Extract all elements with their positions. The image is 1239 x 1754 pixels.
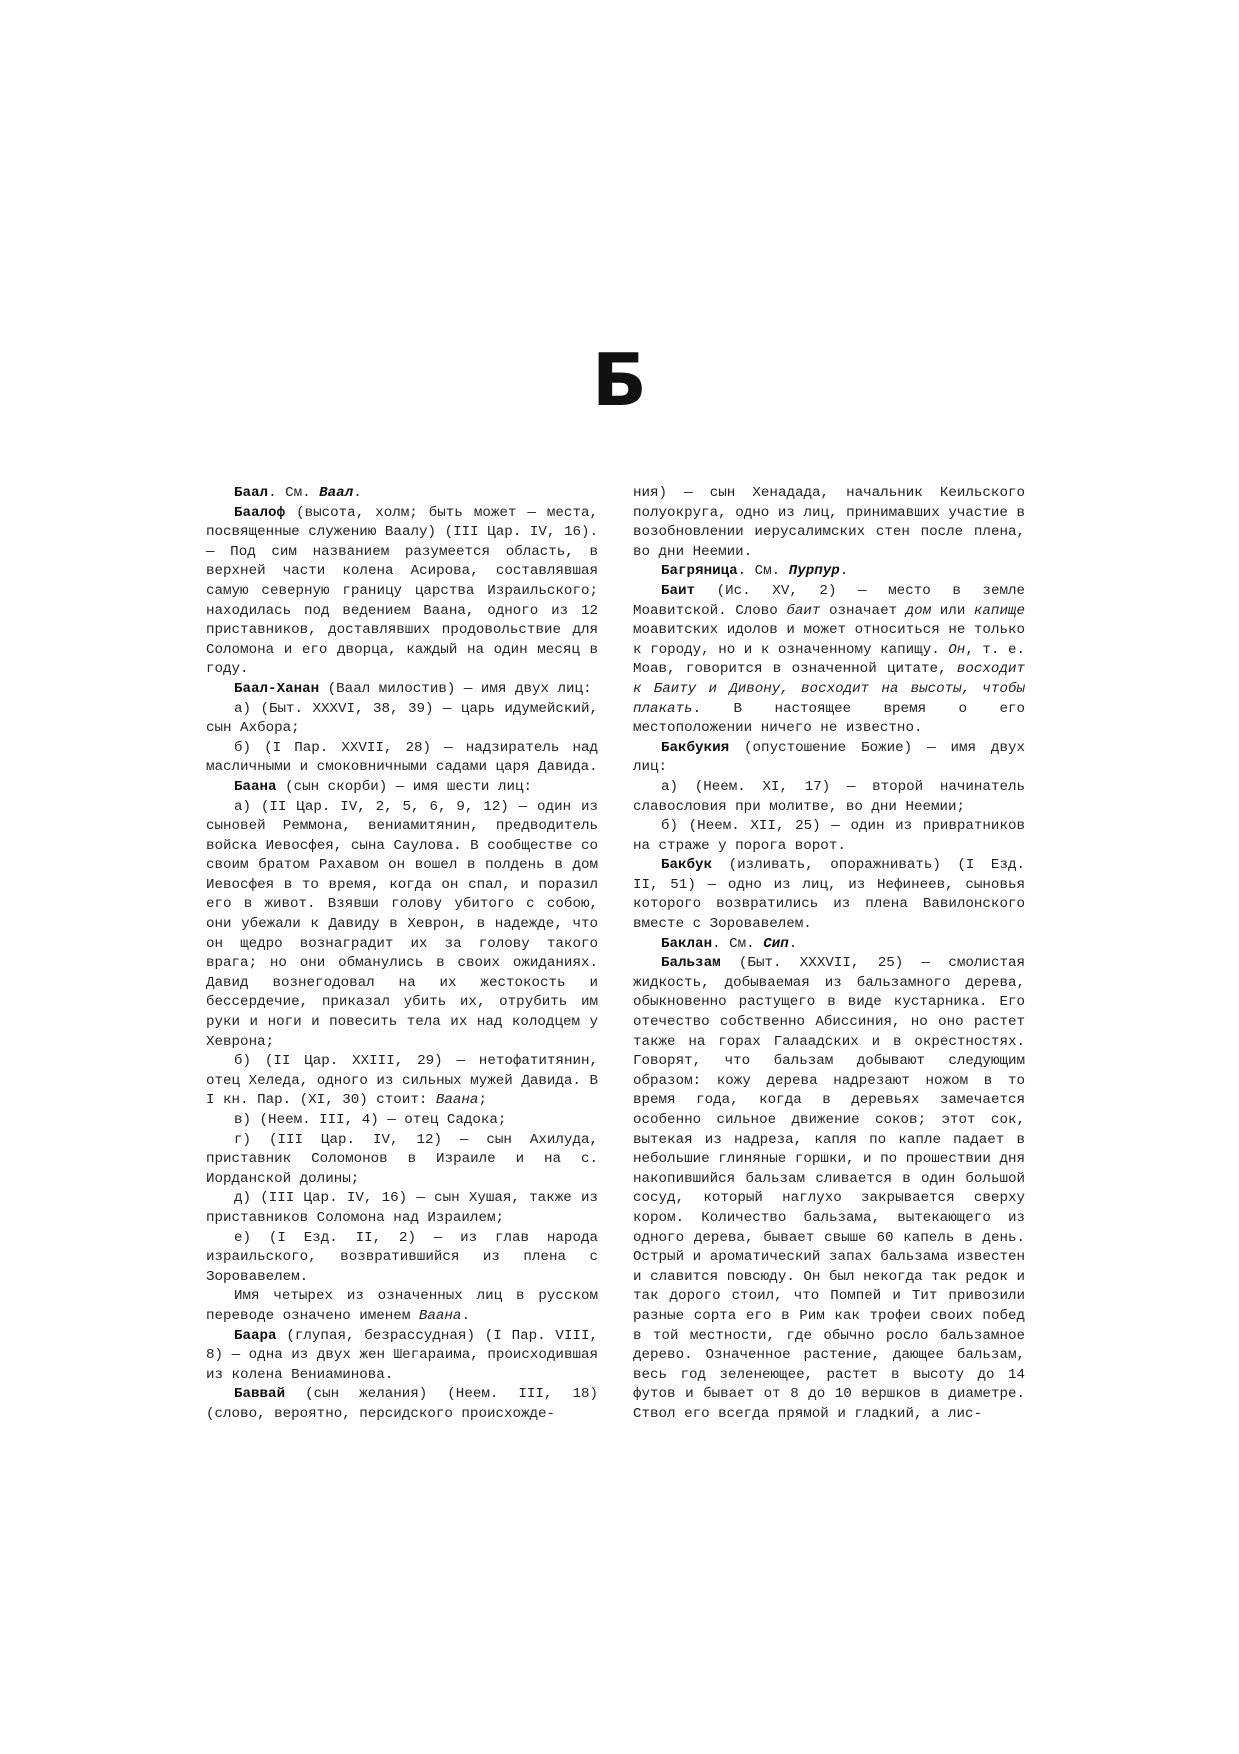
entry-text: моавитских идолов и может относиться не только к городу, но и к означенному капищу. [633, 622, 1025, 658]
entry-text: ; [478, 1092, 487, 1109]
entry-paragraph [206, 700, 598, 739]
entry-text: . См. [737, 563, 789, 580]
dictionary-entry [633, 582, 1025, 739]
entry-paragraph [206, 1229, 598, 1288]
entry-text: е) (I Езд. II, 2) — из глав народа израильского, возвратившийся из плена с Зоровавелем. [206, 1229, 598, 1285]
entry-headword: Баана [234, 778, 277, 795]
entry-text: д) (III Цар. IV, 16) — сын Хушая, также из приставников Соломона над Израилем; [206, 1190, 598, 1226]
entry-paragraph [206, 1287, 598, 1326]
cross-reference: Сип [763, 935, 789, 952]
entry-text: . [788, 935, 798, 952]
entry-paragraph [206, 798, 598, 1053]
entry-text: или [931, 602, 974, 619]
dictionary-entry [633, 954, 1025, 1424]
entry-text: г) (III Цар. IV, 12) — сын Ахилуда, приставник Соломонов в Израиле и на с. Иорданской долины; [206, 1131, 598, 1187]
entry-headword: Баал [234, 485, 269, 501]
right-column [633, 484, 1025, 1425]
entry-headword: Баит [661, 582, 696, 599]
cross-reference: Пурпур [788, 563, 840, 580]
entry-text: (глупая, безрассудная) (I Пар. VIII, 8) — одна из двух жен Шегараима, происходившая из колена Вениаминова. [206, 1327, 598, 1383]
dictionary-entry [206, 1327, 598, 1386]
entry-text: ния) — сын Хенадада, начальник Кеильского полуокруга, одно из лиц, принимавших участие в возобновлении иерусалимских стен после плена, во дни Неемии. [633, 485, 1025, 560]
entry-headword: Баара [234, 1327, 277, 1344]
entry-text: . См. [712, 935, 764, 952]
entry-paragraph [206, 1052, 598, 1111]
italic-term: дом [905, 602, 932, 619]
entry-headword: Бакбук [661, 857, 713, 874]
entry-text: означает [820, 602, 906, 619]
entry-headword: Баал-Ханан [234, 680, 320, 697]
italic-term: Ваана [435, 1092, 479, 1109]
dictionary-entry [206, 504, 598, 680]
entry-text: . В настоящее время о его местоположении ничего не известно. [633, 700, 1025, 737]
entry-text: б) (Неем. XII, 25) — один из привратников на страже у порога ворот. [633, 818, 1025, 854]
entry-headword: Баввай [234, 1386, 286, 1403]
entry-text: . [461, 1307, 470, 1324]
entry-headword: Баклан [661, 935, 713, 952]
dictionary-entry [633, 856, 1025, 934]
dictionary-entry [206, 680, 598, 700]
italic-term: Он [948, 641, 966, 658]
italic-term: баит [786, 602, 821, 619]
dictionary-entry [206, 778, 598, 798]
dictionary-entry [206, 1385, 598, 1424]
entry-paragraph [633, 817, 1025, 856]
entry-paragraph [206, 1189, 598, 1228]
entry-headword: Баалоф [234, 504, 286, 521]
italic-term: восходит к Баиту и Дивону, восходит на высоты, чтобы плакать [633, 661, 1025, 717]
left-column [206, 484, 598, 1425]
entry-text: . [353, 485, 362, 501]
entry-text: (изливать, опоражнивать) (I Езд. II, 51) — одно из лиц, из Нефинеев, сыновья которого возвратились из плена Вавилонского вместе с Зоровавелем. [633, 857, 1025, 933]
entry-text: (сын скорби) — имя шести лиц: [276, 778, 532, 795]
entry-text: . См. [268, 485, 320, 501]
entry-text: (сын желания) (Неем. III, 18) (слово, вероятно, персидского происхожде- [206, 1386, 598, 1422]
entry-paragraph [206, 1131, 598, 1190]
entry-text: б) (I Пар. XXVII, 28) — надзиратель над масличными и смоковничными садами царя Давида. [206, 739, 598, 776]
entry-paragraph [206, 739, 598, 778]
entry-headword: Бальзам [661, 955, 721, 972]
entry-paragraph [633, 778, 1025, 817]
entry-headword: Бакбукия [661, 739, 730, 756]
entry-text: (Ваал милостив) — имя двух лиц: [319, 680, 592, 697]
entry-headword: Багряница [661, 563, 738, 580]
entry-text: а) (Неем. XI, 17) — второй начинатель славословия при молитве, во дни Неемии; [633, 778, 1025, 815]
entry-text: (Ис. XV, 2) — место в земле Моавитской. Слово [633, 582, 1025, 619]
dictionary-entry [633, 739, 1025, 778]
entry-text: (высота, холм; быть может — места, посвященные служению Ваалу) (III Цар. IV, 16). — Под сим названием разумеется область, в верхней части колена Асирова, составлявшая самую северную границу царства Израильского; находилась под ведением Ваана, одного из 12 приставников, доставлявших продовольствие для Соломона и его дворца, каждый на один месяц в году. [206, 504, 598, 678]
entry-text: Имя четырех из означенных лиц в русском переводе означено именем [206, 1288, 598, 1324]
entry-text: а) (Быт. XXXVI, 38, 39) — царь идумейский, сын Ахбора; [206, 700, 598, 737]
entry-text: (опустошение Божие) — имя двух лиц: [633, 739, 1025, 776]
italic-term: Ваана [418, 1307, 462, 1324]
entry-text: б) (II Цар. XXIII, 29) — нетофатитянин, отец Хеледа, одного из сильных мужей Давида. В I кн. Пар. (XI, 30) стоит: [206, 1053, 598, 1109]
dictionary-entry [633, 562, 1025, 582]
entry-text: (Быт. XXXVII, 25) — смолистая жидкость, добываемая из бальзамного дерева, обыкновенно растущего в виде кустарника. Его отечество собственно Абиссиния, но оно растет также на горах Галаадских и в окрестностях. Говорят, что бальзам добывают следующим образом: кожу дерева надрезают ножом в то время года, когда в деревьях замечается особенно сильное движение соков; этот сок, вытекая из надреза, капля по капле падает в небольшие глиняные горшки, и по прошествии дня накопившийся бальзам сливается в один большой сосуд, который наглухо закрывается сверху кором. Количество бальзама, вытекающего из одного дерева, бывает свыше 60 капель в день. Острый и ароматический запах бальзама известен и славится повсюду. Он был некогда так редок и так дорого стоил, что Помпей и Тит привозили разные сорта его в Рим как трофеи своих побед в той местности, где обычно росло бальзамное дерево. Означенное растение, дающее бальзам, весь год зеленеющее, растет в высоту до 14 футов и бывает от 8 до 10 вершков в диаметре. Ствол его всегда прямой и гладкий, а лис- [633, 955, 1025, 1422]
entry-text: . [839, 563, 849, 580]
cross-reference: Ваал [319, 485, 354, 501]
entry-paragraph [633, 484, 1025, 562]
entry-text: а) (II Цар. IV, 2, 5, 6, 9, 12) — один из сыновей Реммона, вениамитянин, предводитель войска Иевосфея, сына Саулова. В сообществе со своим братом Рахавом он вошел в полдень в дом Иевосфея в то время, когда он спал, и поразил его в живот. Взявши голову убитого с собою, они убежали к Давиду в Хеврон, в надежде, что он щедро вознаградит их за голову такого врага; но они обманулись в своих ожиданиях. Давид вознегодовал на их жестокость и бессердечие, приказал убить их, отрубить им руки и ноги и повесить тела их над колодцем у Хеврона; [206, 798, 598, 1050]
entry-text: , т. е. Моав, говорится в означенной цитате, [633, 641, 1025, 678]
dictionary-entry [633, 935, 1025, 955]
section-letter: Б [592, 338, 647, 422]
dictionary-entry [206, 484, 598, 504]
entry-text: в) (Неем. III, 4) — отец Садока; [234, 1112, 507, 1128]
entry-paragraph [206, 1111, 598, 1131]
italic-term: капище [973, 602, 1025, 619]
